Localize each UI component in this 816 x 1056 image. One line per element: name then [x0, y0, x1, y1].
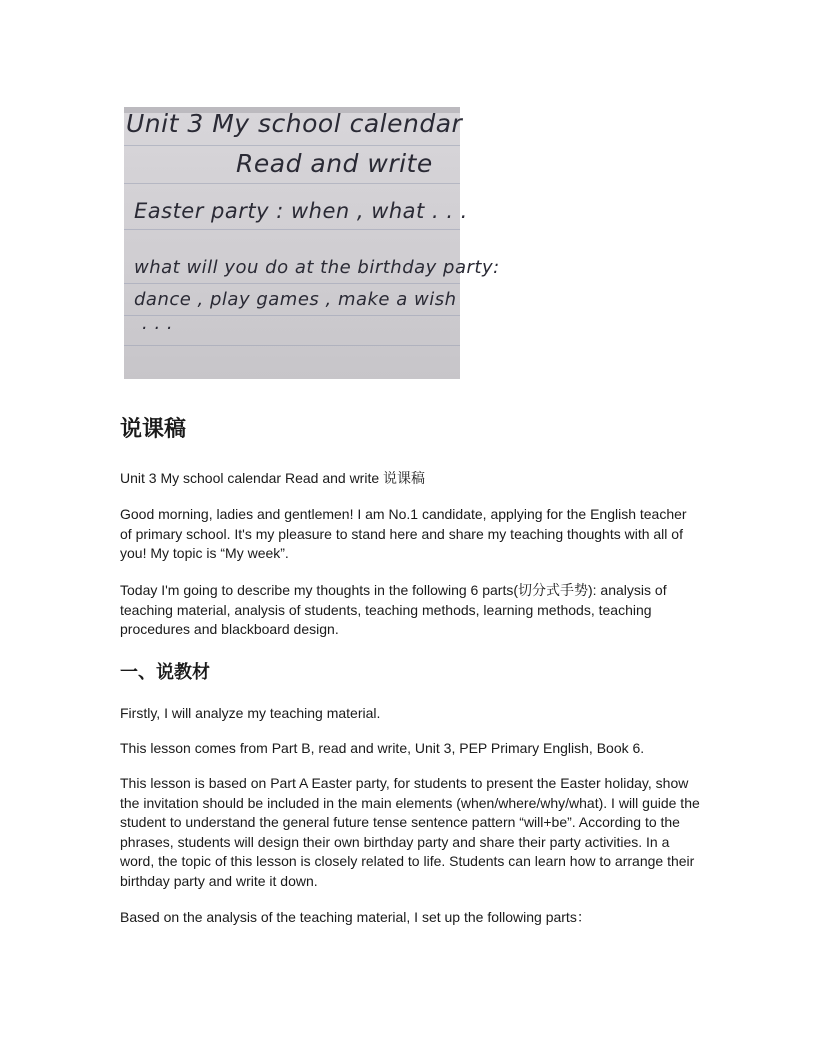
ruled-line — [124, 345, 460, 346]
handwritten-line: Easter party : when , what . . . — [134, 199, 468, 223]
ruled-line — [124, 183, 460, 184]
handwritten-line: . . . — [142, 313, 174, 334]
body-paragraph: Based on the analysis of the teaching material, I set up the following parts： — [120, 909, 591, 925]
handwritten-line: dance , play games , make a wish — [134, 289, 457, 310]
ruled-line — [124, 229, 460, 230]
subtitle-paragraph: Unit 3 My school calendar Read and write 说课稿 — [120, 470, 426, 486]
body-paragraph: This lesson is based on Part A Easter party, for students to present the Easter holiday, show the invitation should be included in the main elements (when/where/why/what). I will guide the student to understand the general future tense sentence pattern “will+be”. According to the phrases, students will design their own birthday party and share their party activities. In a word, the topic of this lesson is closely related to life. Students can learn how to arrange their birthday party and write it down. — [120, 775, 700, 889]
outline-paragraph: Today I'm going to describe my thoughts in the following 6 parts(切分式手势): analysis of teaching material, analysis of students, teaching methods, learning methods, teaching procedures and blackboard design. — [120, 582, 667, 637]
greeting-paragraph: Good morning, ladies and gentlemen! I am No.1 candidate, applying for the English teacher of primary school. It's my pleasure to stand here and share my teaching thoughts with all of you! My topic is “My week”. — [120, 506, 687, 561]
body-paragraph: This lesson comes from Part B, read and write, Unit 3, PEP Primary English, Book 6. — [120, 740, 645, 756]
section-heading: 一、说教材 — [120, 662, 210, 683]
ruled-line — [124, 145, 460, 146]
handwritten-line: what will you do at the birthday party: — [134, 257, 500, 278]
handwritten-line: Unit 3 My school calendar — [126, 109, 463, 138]
ruled-line — [124, 315, 460, 316]
handwritten-line: Read and write — [236, 149, 433, 178]
handwritten-notes-photo — [124, 107, 500, 379]
document-title: 说课稿 — [120, 417, 187, 442]
body-paragraph: Firstly, I will analyze my teaching material. — [120, 705, 381, 721]
ruled-line — [124, 283, 460, 284]
